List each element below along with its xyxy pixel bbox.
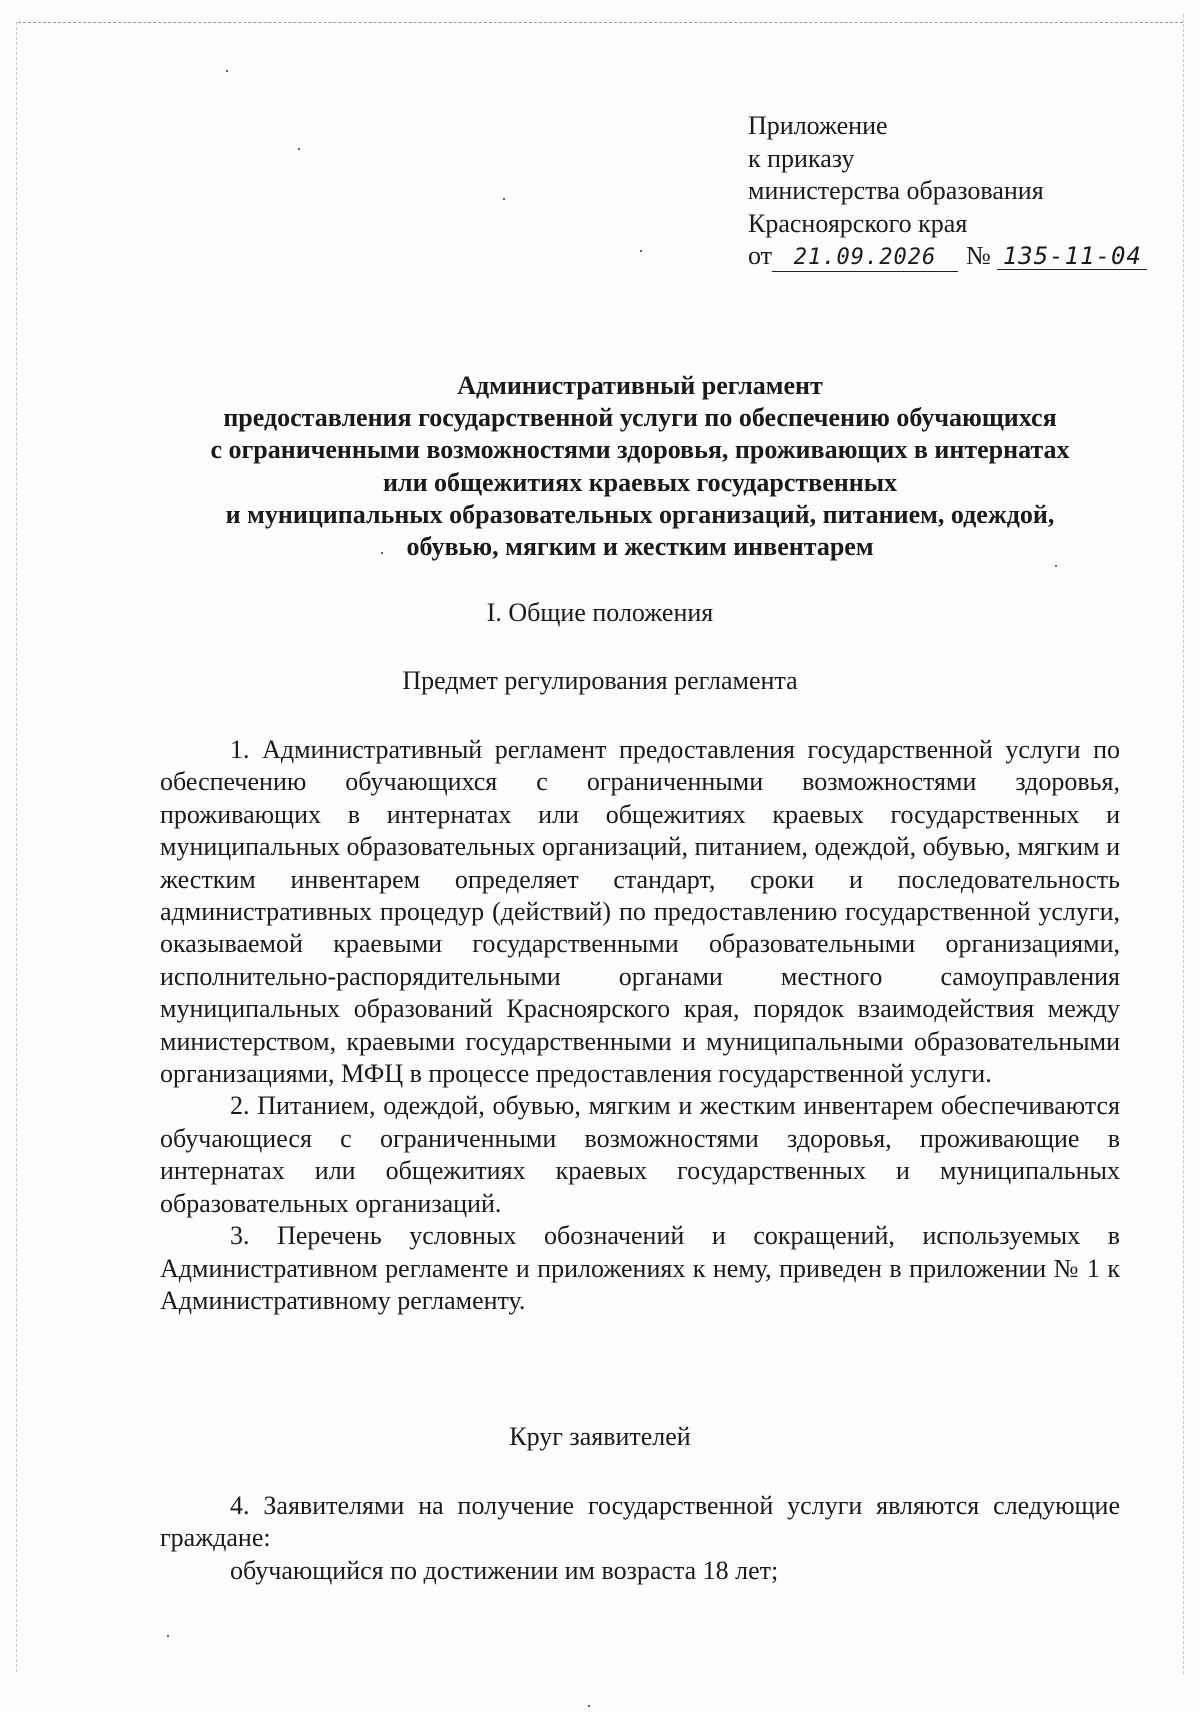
title-line: обувью, мягким и жестким инвентарем [406, 532, 874, 562]
title-line: Административный регламент [457, 371, 823, 400]
annex-line: Приложение [748, 111, 888, 140]
paragraph-2: 2. Питанием, одеждой, обувью, мягким и жестким инвентарем обеспечиваются обучающиеся с ограниченными возможностями здоровья, проживающие в интернатах или общежитиях краевых государственных и муниципальных образовательных организаций. [160, 1091, 1120, 1218]
subsection-heading: Предмет регулирования регламента [402, 666, 798, 695]
scan-speck [167, 1635, 169, 1637]
paragraph-3: 3. Перечень условных обозначений и сокращений, используемых в Административном регламенте и приложениях к нему, приведен в приложении № 1 к Административному регламенту. [160, 1221, 1120, 1315]
number-prefix: № [966, 241, 991, 270]
title-line: или общежитиях краевых государственных [383, 467, 897, 497]
title-line: с ограниченными возможностями здоровья, проживающих в интернатах [210, 435, 1070, 465]
annex-line: к приказу [748, 143, 855, 173]
annex-line: министерства образования [748, 176, 1044, 205]
paragraph-4: 4. Заявителями на получение государственной услуги являются следующие граждане: [160, 1491, 1120, 1553]
order-date: 21.09.2026 [772, 245, 958, 272]
title-line: предоставления государственной услуги по обеспечению обучающихся [223, 403, 1057, 433]
order-date-number-line [748, 240, 1147, 273]
subsection-heading-applicants: Круг заявителей [509, 1422, 691, 1451]
document-title [160, 370, 1120, 563]
annex-block [748, 110, 1147, 273]
list-item: обучающийся по достижении им возраста 18 лет; [230, 1555, 779, 1585]
section-body [160, 734, 1120, 1317]
order-number: 135-11-04 [997, 243, 1147, 270]
date-prefix: от [748, 241, 773, 270]
scan-speck [588, 1705, 590, 1707]
scan-border-top [18, 22, 1183, 23]
applicants-body [160, 1490, 1120, 1587]
annex-line: Красноярского края [748, 208, 968, 238]
scan-speck [640, 250, 642, 252]
section-heading: I. Общие положения [486, 598, 714, 627]
scan-speck [503, 198, 505, 200]
scan-speck [226, 70, 228, 72]
paragraph-1: 1. Административный регламент предоставления государственной услуги по обеспечению обучающихся с ограниченными возможностями здоровья, проживающих в интернатах или общежитиях краевых государственных и муниципальных образовательных организаций, питанием, одеждой, обувью, мягким и жестким инвентарем определяет стандарт, сроки и последовательность административных процедур (действий) по предоставлению государственной услуги, оказываемой краевыми государственными образовательными организациями, исполнительно-распорядительными органами местного самоуправления муниципальных образований Красноярского края, порядок взаимодействия между министерством, краевыми государственными и муниципальными образовательными организациями, МФЦ в процессе предоставления государственной услуги. [160, 735, 1120, 1089]
scan-speck [298, 148, 300, 150]
scan-speck [1055, 565, 1057, 567]
title-line: и муниципальных образовательных организаций, питанием, одеждой, [225, 499, 1055, 529]
